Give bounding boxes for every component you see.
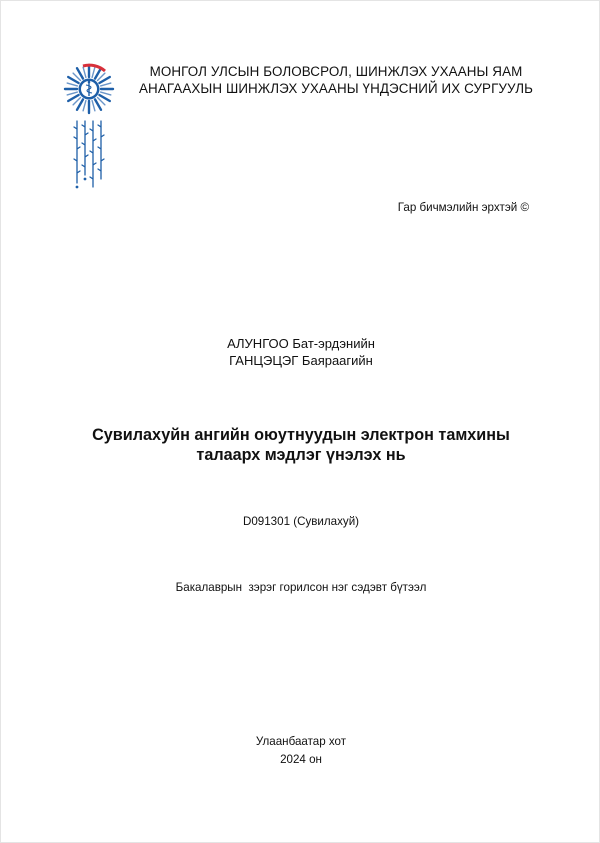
university-emblem-icon [63,63,115,193]
author-name: ГАНЦЭЦЭГ Баяраагийн [229,353,373,368]
city: Улаанбаатар хот [255,735,347,748]
author-name: АЛУНГОО Бат-эрдэнийн [227,336,375,351]
thesis-title [61,425,541,465]
institution-header [131,63,541,97]
degree-statement: Бакалаврын зэрэг горилсон нэг сэдэвт бүтээл [175,581,427,594]
title-line: талаарх мэдлэг үнэлэх нь [196,446,406,464]
year: 2024 он [280,753,322,766]
ministry-name: МОНГОЛ УЛСЫН БОЛОВСРОЛ, ШИНЖЛЭХ УХААНЫ ЯАМ [149,64,523,79]
program-code: D091301 (Сувилахуй) [242,515,360,528]
university-name: АНАГААХЫН ШИНЖЛЭХ УХААНЫ ҮНДЭСНИЙ ИХ СУРГУУЛЬ [139,81,533,96]
title-line: Сувилахуйн ангийн оюутнуудын электрон тамхины [92,426,510,444]
copyright-notice: Гар бичмэлийн эрхтэй © [397,201,529,214]
authors-block [1,335,600,369]
place-and-year [1,733,600,769]
